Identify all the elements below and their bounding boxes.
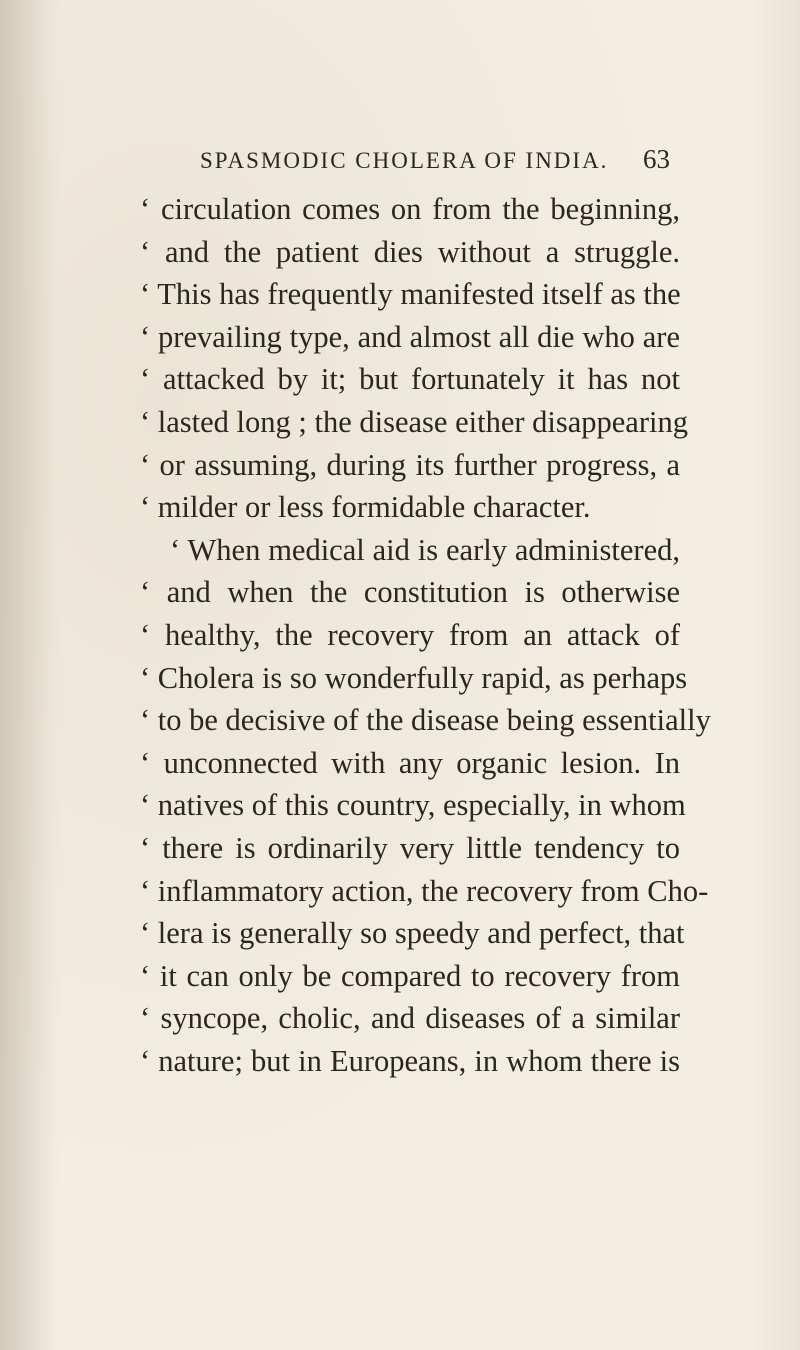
text-line: ‘ natives of this country, especially, in whom: [140, 788, 686, 823]
text-line: ‘ unconnected with any organic lesion. In: [140, 745, 680, 780]
text-line: ‘ lera is generally so speedy and perfect, that: [140, 916, 685, 951]
text-line: ‘ circulation comes on from the beginning,: [140, 192, 680, 226]
text-line: ‘ This has frequently manifested itself as the: [140, 277, 681, 312]
text-line: ‘ Cholera is so wonderfully rapid, as perhaps: [140, 660, 688, 695]
text-line: ‘ and the patient dies without a struggle.: [140, 234, 680, 269]
text-line: ‘ there is ordinarily very little tendency to: [140, 830, 680, 865]
text-line: ‘ prevailing type, and almost all die who are: [140, 319, 680, 354]
text-line: ‘ lasted long ; the disease either disappearing: [140, 404, 688, 439]
text-line: ‘ it can only be compared to recovery from: [140, 958, 680, 993]
text-line-paragraph-start: ‘ When medical aid is early administered,: [170, 532, 680, 567]
text-line: ‘ syncope, cholic, and diseases of a similar: [140, 1001, 680, 1036]
running-head: SPASMODIC CHOLERA OF INDIA.: [200, 148, 609, 173]
text-line: ‘ or assuming, during its further progress, a: [140, 447, 680, 482]
text-line: ‘ nature; but in Europeans, in whom there is: [140, 1043, 680, 1078]
text-line: ‘ to be decisive of the disease being essentially: [140, 703, 711, 738]
text-line: ‘ healthy, the recovery from an attack of: [140, 617, 680, 652]
text-line: ‘ inflammatory action, the recovery from Cho-: [140, 873, 709, 908]
spine-shadow: [0, 0, 60, 1350]
page-number: 63: [643, 144, 670, 174]
text-line: ‘ and when the constitution is otherwise: [140, 575, 680, 610]
text-line: ‘ milder or less formidable character.: [140, 490, 591, 525]
text-line: ‘ attacked by it; but fortunately it has not: [140, 362, 680, 397]
page-header: [200, 140, 670, 180]
body-text: [140, 188, 711, 1082]
